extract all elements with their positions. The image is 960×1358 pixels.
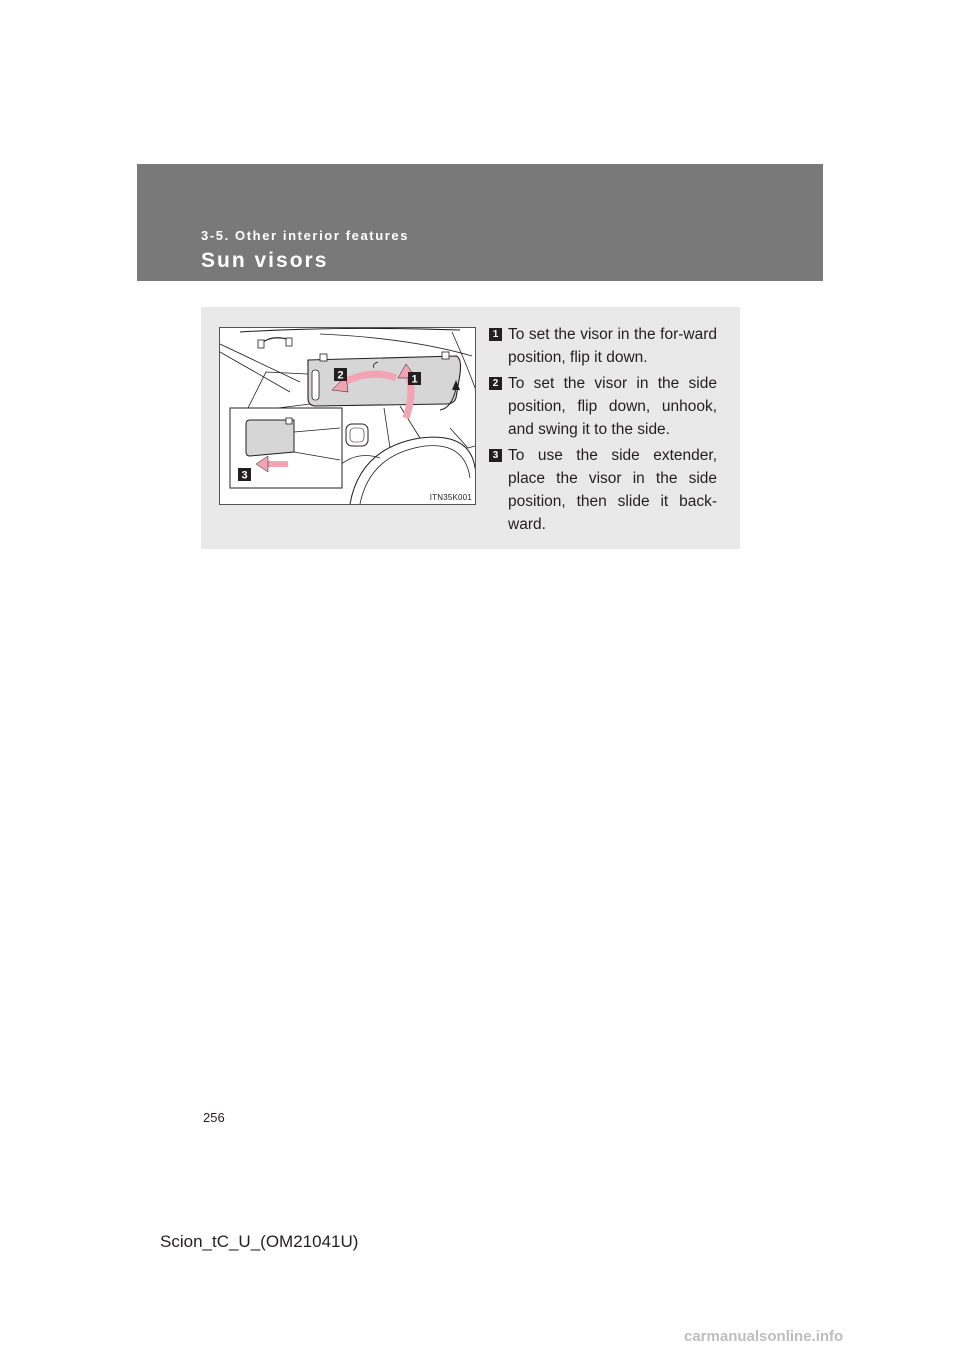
step-number-marker [489, 377, 502, 390]
step-text: To set the visor in the for-ward position, flip it down. [508, 326, 717, 366]
document-code: Scion_tC_U_(OM21041U) [160, 1232, 359, 1251]
svg-text:1: 1 [411, 373, 418, 386]
step-number: 1 [492, 329, 499, 340]
callout-1 [408, 372, 421, 386]
section-header [137, 164, 823, 281]
svg-text:2: 2 [337, 369, 344, 382]
callout-3 [238, 468, 251, 482]
watermark: carmanualsonline.info [684, 1328, 844, 1345]
callout-2 [334, 368, 347, 382]
step-item [489, 444, 717, 536]
section-label: 3-5. Other interior features [201, 228, 410, 243]
step-number-marker [489, 328, 502, 341]
sun-visor-drawing [220, 328, 475, 504]
steps-list [489, 323, 717, 539]
step-text: To use the side extender, place the visor in the side position, then slide it back-ward. [508, 447, 717, 533]
step-item [489, 372, 717, 441]
step-item [489, 323, 717, 369]
step-number-marker [489, 449, 502, 462]
page-number: 256 [203, 1110, 225, 1125]
sun-visor-illustration [219, 327, 476, 505]
figure-code: ITN35K001 [429, 493, 472, 502]
svg-text:3: 3 [241, 469, 248, 482]
step-number: 3 [492, 450, 499, 461]
step-number: 2 [492, 378, 499, 389]
step-text: To set the visor in the side position, flip down, unhook, and swing it to the side. [508, 375, 717, 438]
page-title: Sun visors [201, 249, 329, 272]
content-box [201, 307, 740, 549]
